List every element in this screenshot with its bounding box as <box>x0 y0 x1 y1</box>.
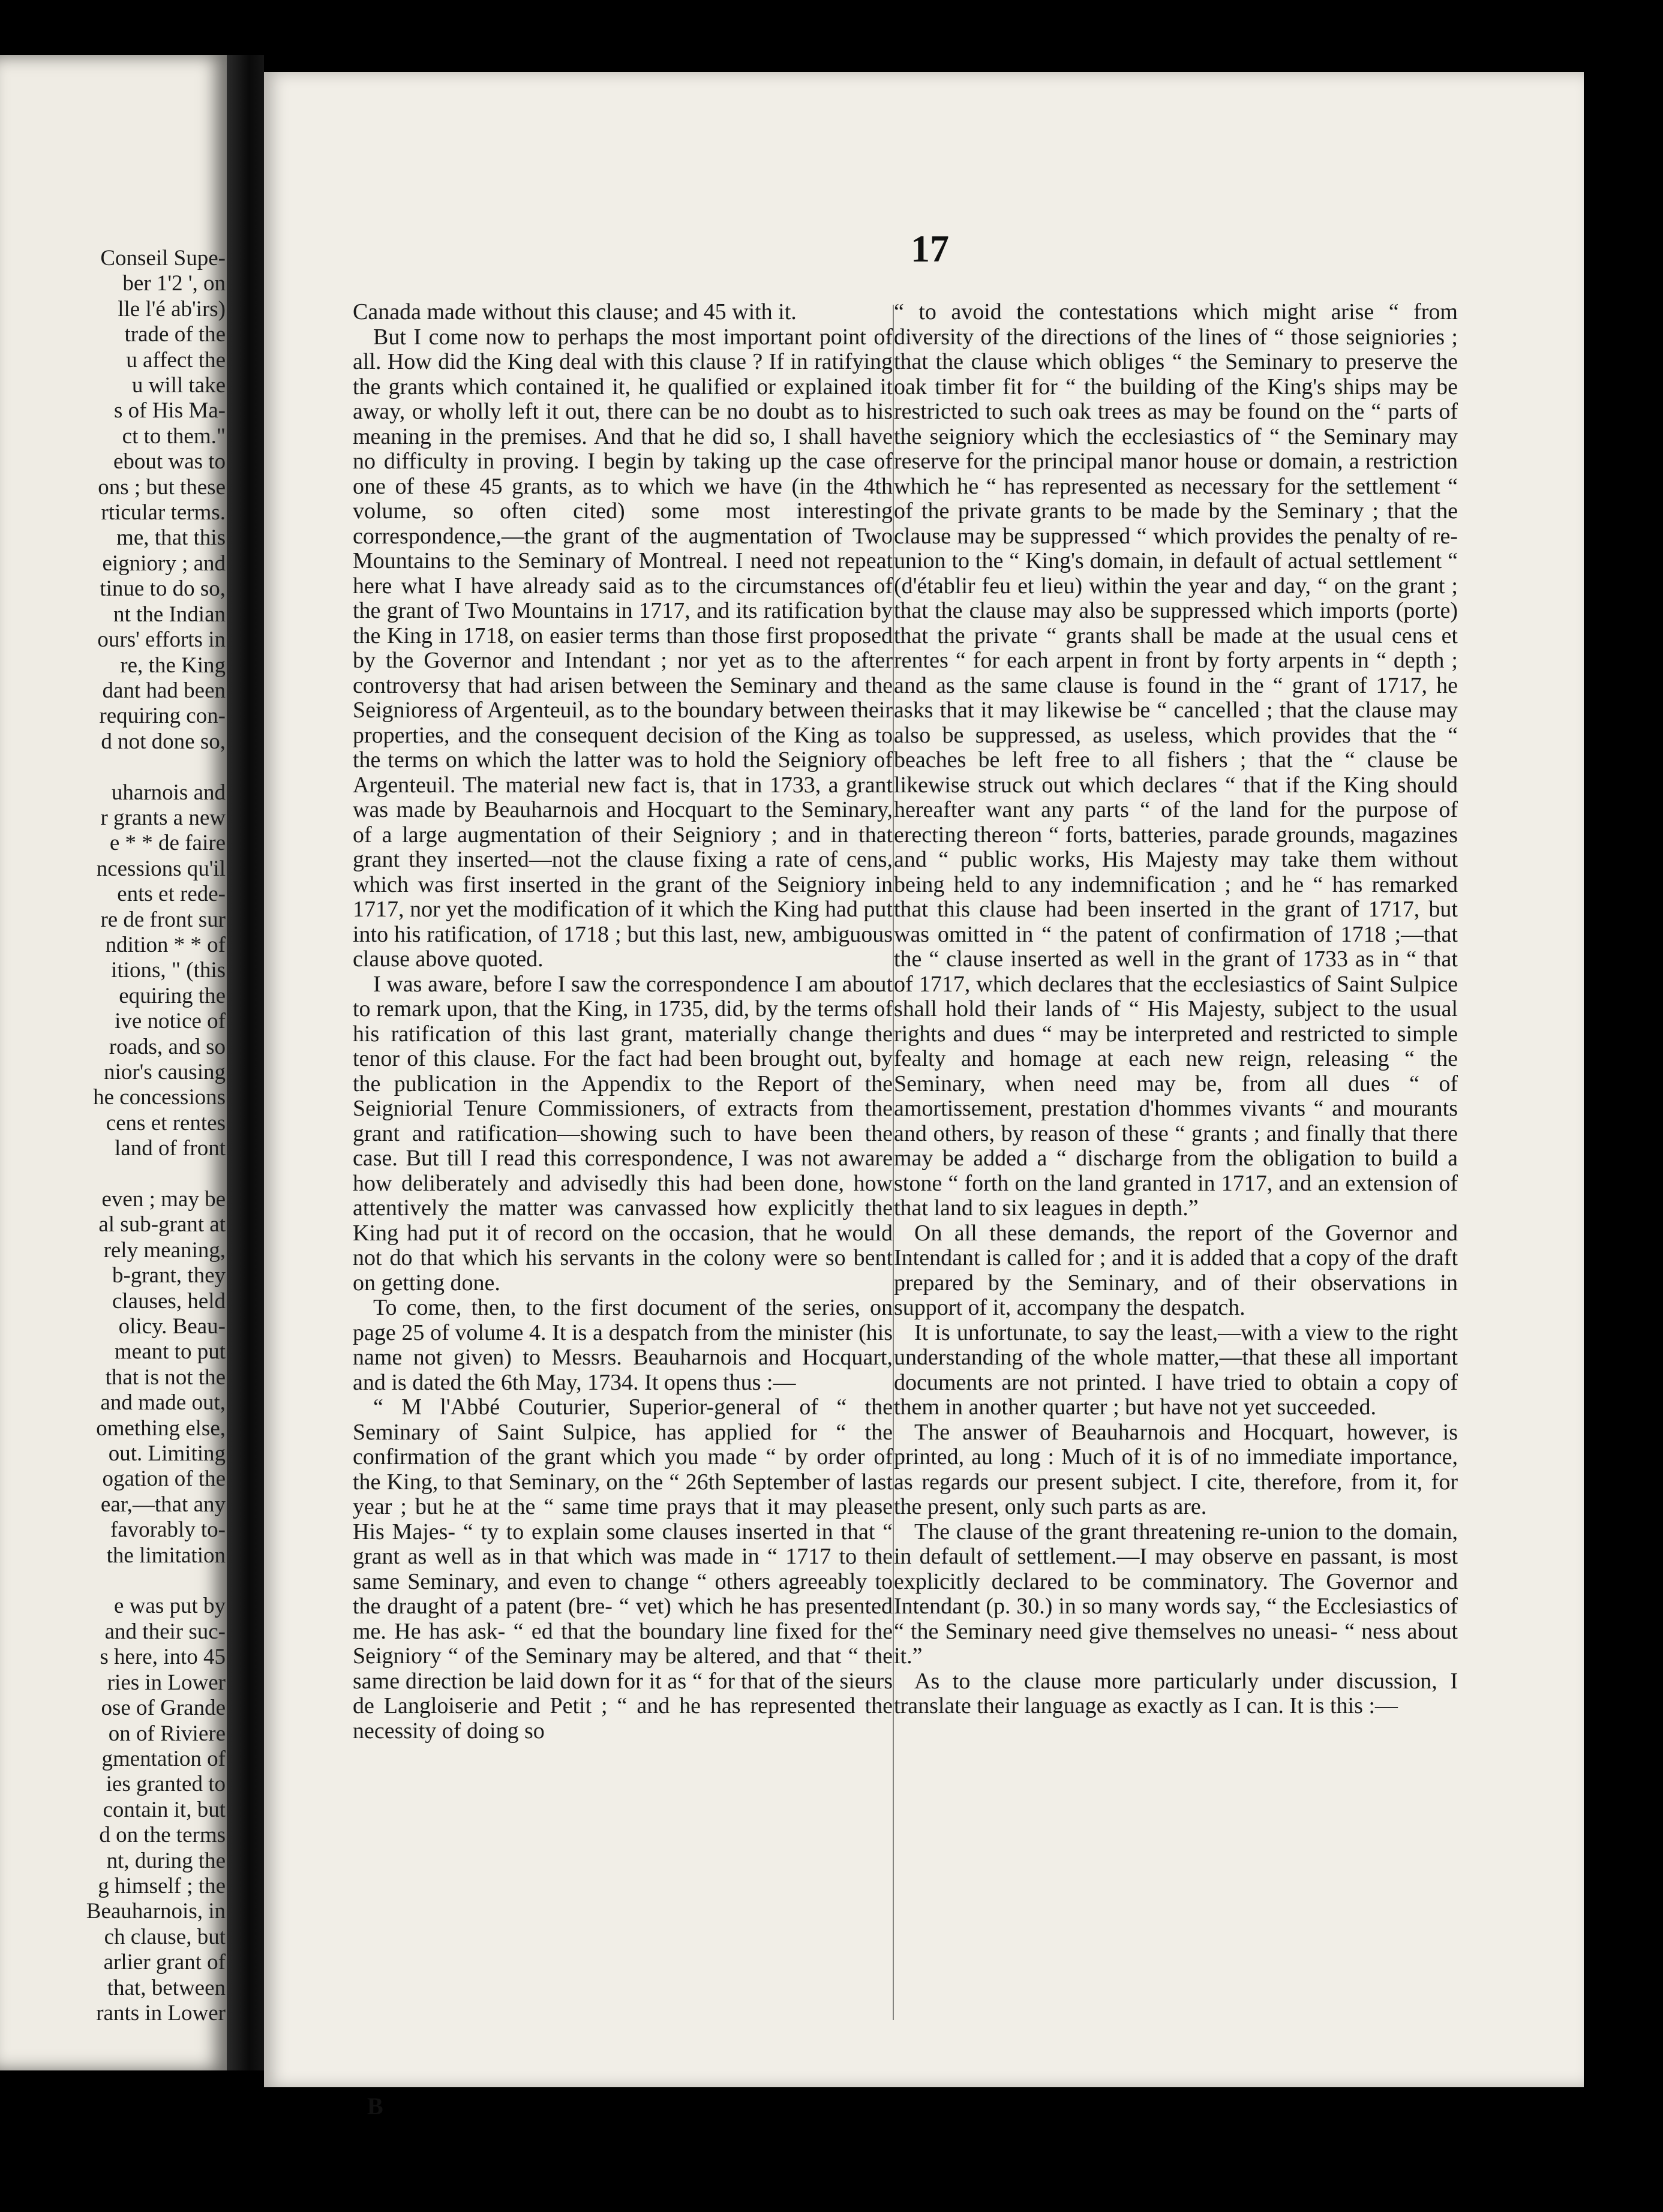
facing-page-line: d not done so, <box>101 729 226 754</box>
facing-page-line: re de front sur <box>100 907 226 932</box>
facing-page-line: dant had been <box>102 678 226 703</box>
facing-page-line: arlier grant of <box>103 1950 226 1975</box>
facing-page-line: nt the Indian <box>113 602 226 627</box>
facing-page-line: trade of the <box>124 322 226 347</box>
paragraph: Canada made without this clause; and 45 with it. <box>353 299 797 324</box>
facing-page-line: nior's causing <box>104 1059 226 1084</box>
facing-page-line: equiring the <box>119 983 226 1008</box>
facing-page-line: ch clause, but <box>104 1924 226 1949</box>
facing-page-line: ries in Lower <box>107 1670 226 1695</box>
facing-page-line: ncessions qu'il <box>96 856 226 881</box>
facing-page-line: ents et rede- <box>117 882 226 907</box>
facing-page-line: on of Riviere <box>108 1721 226 1746</box>
facing-page-line: u affect the <box>126 347 226 372</box>
book-page <box>264 72 1584 2120</box>
facing-page-line: and made out, <box>100 1390 226 1415</box>
facing-page-line: rely meaning, <box>103 1237 226 1263</box>
facing-page-line: s of His Ma- <box>113 398 226 423</box>
facing-page-line: omething else, <box>96 1415 226 1441</box>
paragraph: I was aware, before I saw the correspondence I am about to remark upon, that the King, in 1735, did, by the terms of his ratification of this last grant, materially change the tenor of this clause. For the fact had been brought out, by the publication in the Appendix to the Report of the Seigniorial Tenure Commissioners, of extracts from the grant and ratification—showing such to have been the case. But till I read this correspondence, I was not aware how deliberately and advisedly this had been done, how attentively the matter was canvassed how explicitly the King had put it of record on the occasion, that he would not do that which his servants in the colony were so bent on getting done. <box>353 971 893 1296</box>
facing-page-fragment <box>0 55 227 2070</box>
facing-page-line: u will take <box>131 373 226 398</box>
facing-page-line: tinue to do so, <box>100 576 226 602</box>
facing-page-line: al sub-grant at <box>98 1212 226 1237</box>
facing-page-line: ons ; but these <box>98 474 226 500</box>
facing-page-line: even ; may be <box>101 1187 226 1212</box>
paragraph: But I come now to perhaps the most important point of all. How did the King deal with this clause ? If in ratifying the grants which contained it, he qualified or explained it away, or wholly left it out, there can be no doubt as to his meaning in the premises. And that he did so, I shall have no difficulty in proving. I begin by taking up the case of one of these 45 grants, as to which we have (in the 4th volume, so often cited) some most interesting correspondence,—the grant of the augmentation of Two Mountains to the Seminary of Montreal. I need not repeat here what I have already said as to the circumstances of the grant of Two Mountains in 1717, and its ratification by the King in 1718, on easier terms than those first proposed by the Governor and Intendant ; nor yet as to the after controversy that had arisen between the Seminary and the Seignioress of Argenteuil, as to the boundary between their properties, and the consequent decision of the King as to the terms on which the latter was to hold the Seigniory of Argenteuil. The material new fact is, that in 1733, a grant was made by Beauharnois and Hocquart to the Seminary, of a large augmentation of their Seigniory ; and in that grant they inserted—not the clause fixing a rate of cens, which was first inserted in the grant of the Seigniory in 1717, nor yet the modification of it which the King had put into his ratification, of 1718 ; but this last, new, ambiguous clause above quoted. <box>353 324 893 972</box>
facing-page-line: ndition * * of <box>105 932 226 957</box>
facing-page-line: uharnois and <box>111 780 226 805</box>
facing-page-line: the limitation <box>106 1543 226 1568</box>
facing-page-line <box>2 755 226 780</box>
facing-page-line: that is not the <box>105 1365 226 1390</box>
facing-page-line: ours' efforts in <box>97 627 226 653</box>
facing-page-line: ear,—that any <box>100 1492 226 1517</box>
facing-page-line: re, the King <box>120 653 226 678</box>
facing-page-line: r grants a new <box>100 805 226 830</box>
paragraph: “ M l'Abbé Couturier, Superior-general of “ the Seminary of Saint Sulpice, has applied for “ the confirmation of the grant which you made “ by order of the King, to that Seminary, on the “ 26th September of last year ; but he at the “ same time prays that it may please His Majes- “ ty to explain some clauses inserted in that “ grant as well as in that which was made in “ 1717 to the same Seminary, and even to change “ others agreeably to the draught of a patent (bre- “ vet) which he has presented me. He has ask- “ ed that the boundary line fixed for the Seigniory “ of the Seminary may be altered, and that “ the same direction be laid down for it as “ for that of the sieurs de Langloiserie and Petit ; “ and he has represented the necessity of doing so <box>353 1394 893 1744</box>
paragraph: “ to avoid the contestations which might arise “ from diversity of the directions of the lines of “ those seigniories ; that the clause which obliges “ the Seminary to preserve the oak timber fit for “ the building of the King's ships may be restricted to such oak trees as may be found on the “ parts of the seigniory which the ecclesiastics of “ the Seminary may reserve for the principal manor house or domain, a restriction which he “ has represented as necessary for the settlement “ of the private grants to be made by the Seminary ; that the clause may be suppressed “ which provides the penalty of re-union to the “ King's domain, in default of actual settlement “ (d'établir feu et lieu) within the year and day, “ on the grant ; that the clause may also be suppressed which imports (porte) that the private “ grants shall be made at the usual cens et rentes “ for each arpent in front by forty arpents in “ depth ; and as the same clause is found in the “ grant of 1717, he asks that it may likewise be “ cancelled ; that the clause may also be suppressed, as useless, which provides that the “ beaches be left free to all fishers ; that the “ clause be likewise struck out which declares “ that if the King should hereafter want any parts “ of the land for the purpose of erecting thereon “ forts, batteries, parade grounds, magazines and “ public works, His Majesty may take them without being held to any indemnification ; and he “ has remarked that this clause had been inserted in the grant of 1717, but was omitted in “ the patent of confirmation of 1718 ;—that the “ clause inserted as well in the grant of 1733 as in “ that of 1717, which declares that the ecclesiastics of Saint Sulpice shall hold their lands of “ His Majesty, subject to the usual rights and dues “ may be interpreted and restricted to simple fealty and homage at each new reign, releasing “ the Seminary, when need may be, from all dues “ of amortissement, prestation d'hommes vivants “ and mourants and others, by reason of these “ grants ; and finally that there may be added a “ discharge from the obligation to build a stone “ forth on the land granted in 1717, and an extension of that land to six leagues in depth.” <box>894 299 1458 1221</box>
paragraph: As to the clause more particularly under discussion, I translate their language as exactly as I can. It is this :— <box>894 1668 1458 1718</box>
facing-page-line: lle l'é ab'irs) <box>118 296 226 321</box>
facing-page-line: cens et rentes <box>106 1110 226 1135</box>
facing-page-line: and their suc- <box>104 1619 226 1644</box>
paragraph: The answer of Beauharnois and Hocquart, however, is printed, au long : Much of it is of no immediate importance, as regards our present subject. I cite, therefore, from it, for the present, only such parts as are. <box>894 1419 1458 1519</box>
facing-page-line: roads, and so <box>109 1034 226 1059</box>
signature-mark: B <box>367 2093 383 2120</box>
facing-page-line: ber 1'2 ', on <box>122 271 226 296</box>
facing-page-line: ies granted to <box>106 1772 226 1797</box>
facing-page-line: Conseil Supe- <box>100 246 226 271</box>
left-text-column <box>353 300 893 1744</box>
right-text-column <box>894 300 1458 1719</box>
facing-page-line: eigniory ; and <box>102 551 226 576</box>
facing-page-line: meant to put <box>115 1339 226 1365</box>
facing-page-line: g himself ; the <box>98 1873 226 1898</box>
paragraph: On all these demands, the report of the Governor and Intendant is called for ; and it is added that a copy of the draft prepared by the Seminary, and of their observations in support of it, accompany the despatch. <box>894 1220 1458 1320</box>
facing-page-line: that, between <box>107 1975 226 2000</box>
facing-page-line: he concessions <box>93 1085 226 1110</box>
page-number: 17 <box>911 227 949 270</box>
facing-page-line: ogation of the <box>102 1466 226 1492</box>
facing-page-line: olicy. Beau- <box>118 1314 226 1339</box>
facing-page-line: gmentation of <box>101 1746 226 1771</box>
facing-page-line: ct to them." <box>122 423 226 449</box>
facing-page-line <box>2 1568 226 1594</box>
facing-page-line: requiring con- <box>99 704 226 729</box>
facing-page-line <box>2 1162 226 1187</box>
facing-page-line: e was put by <box>114 1594 226 1619</box>
facing-page-line: nt, during the <box>106 1848 226 1873</box>
facing-page-line: clauses, held <box>112 1288 226 1314</box>
facing-page-line: out. Limiting <box>108 1441 226 1466</box>
facing-page-line: d on the terms <box>99 1823 226 1848</box>
facing-page-text <box>2 246 226 2026</box>
facing-page-line: ose of Grande <box>101 1696 226 1721</box>
facing-page-line: rticular terms. <box>101 500 226 525</box>
paragraph: The clause of the grant threatening re-union to the domain, in default of settlement.—I may observe en passant, is most explicitly declared to be comminatory. The Governor and Intendant (p. 30.) in so many words say, “ the Ecclesiastics of “ the Seminary need give themselves no uneasi- “ ness about it.” <box>894 1519 1458 1669</box>
facing-page-line: favorably to- <box>110 1517 226 1543</box>
paragraph: To come, then, to the first document of the series, on page 25 of volume 4. It is a despatch from the minister (his name not given) to Messrs. Beauharnois and Hocquart, and is dated the 6th May, 1734. It opens thus :— <box>353 1295 893 1395</box>
facing-page-line: me, that this <box>116 525 226 551</box>
facing-page-line: Beauharnois, in <box>86 1899 226 1924</box>
facing-page-line: rants in Lower <box>96 2000 226 2025</box>
facing-page-line: s here, into 45 <box>100 1645 226 1670</box>
facing-page-line: b-grant, they <box>112 1263 226 1288</box>
facing-page-line: ive notice of <box>115 1009 226 1034</box>
paragraph: It is unfortunate, to say the least,—with a view to the right understanding of the whole matter,—that these all important documents are not printed. I have tried to obtain a copy of them in another quarter ; but have not yet succeeded. <box>894 1320 1458 1420</box>
facing-page-line: itions, " (this <box>111 958 226 983</box>
facing-page-line: ebout was to <box>113 449 226 474</box>
book-gutter <box>227 55 264 2070</box>
facing-page-line: e * * de faire <box>109 831 226 856</box>
facing-page-line: land of front <box>115 1136 226 1161</box>
facing-page-line: contain it, but <box>103 1797 226 1822</box>
